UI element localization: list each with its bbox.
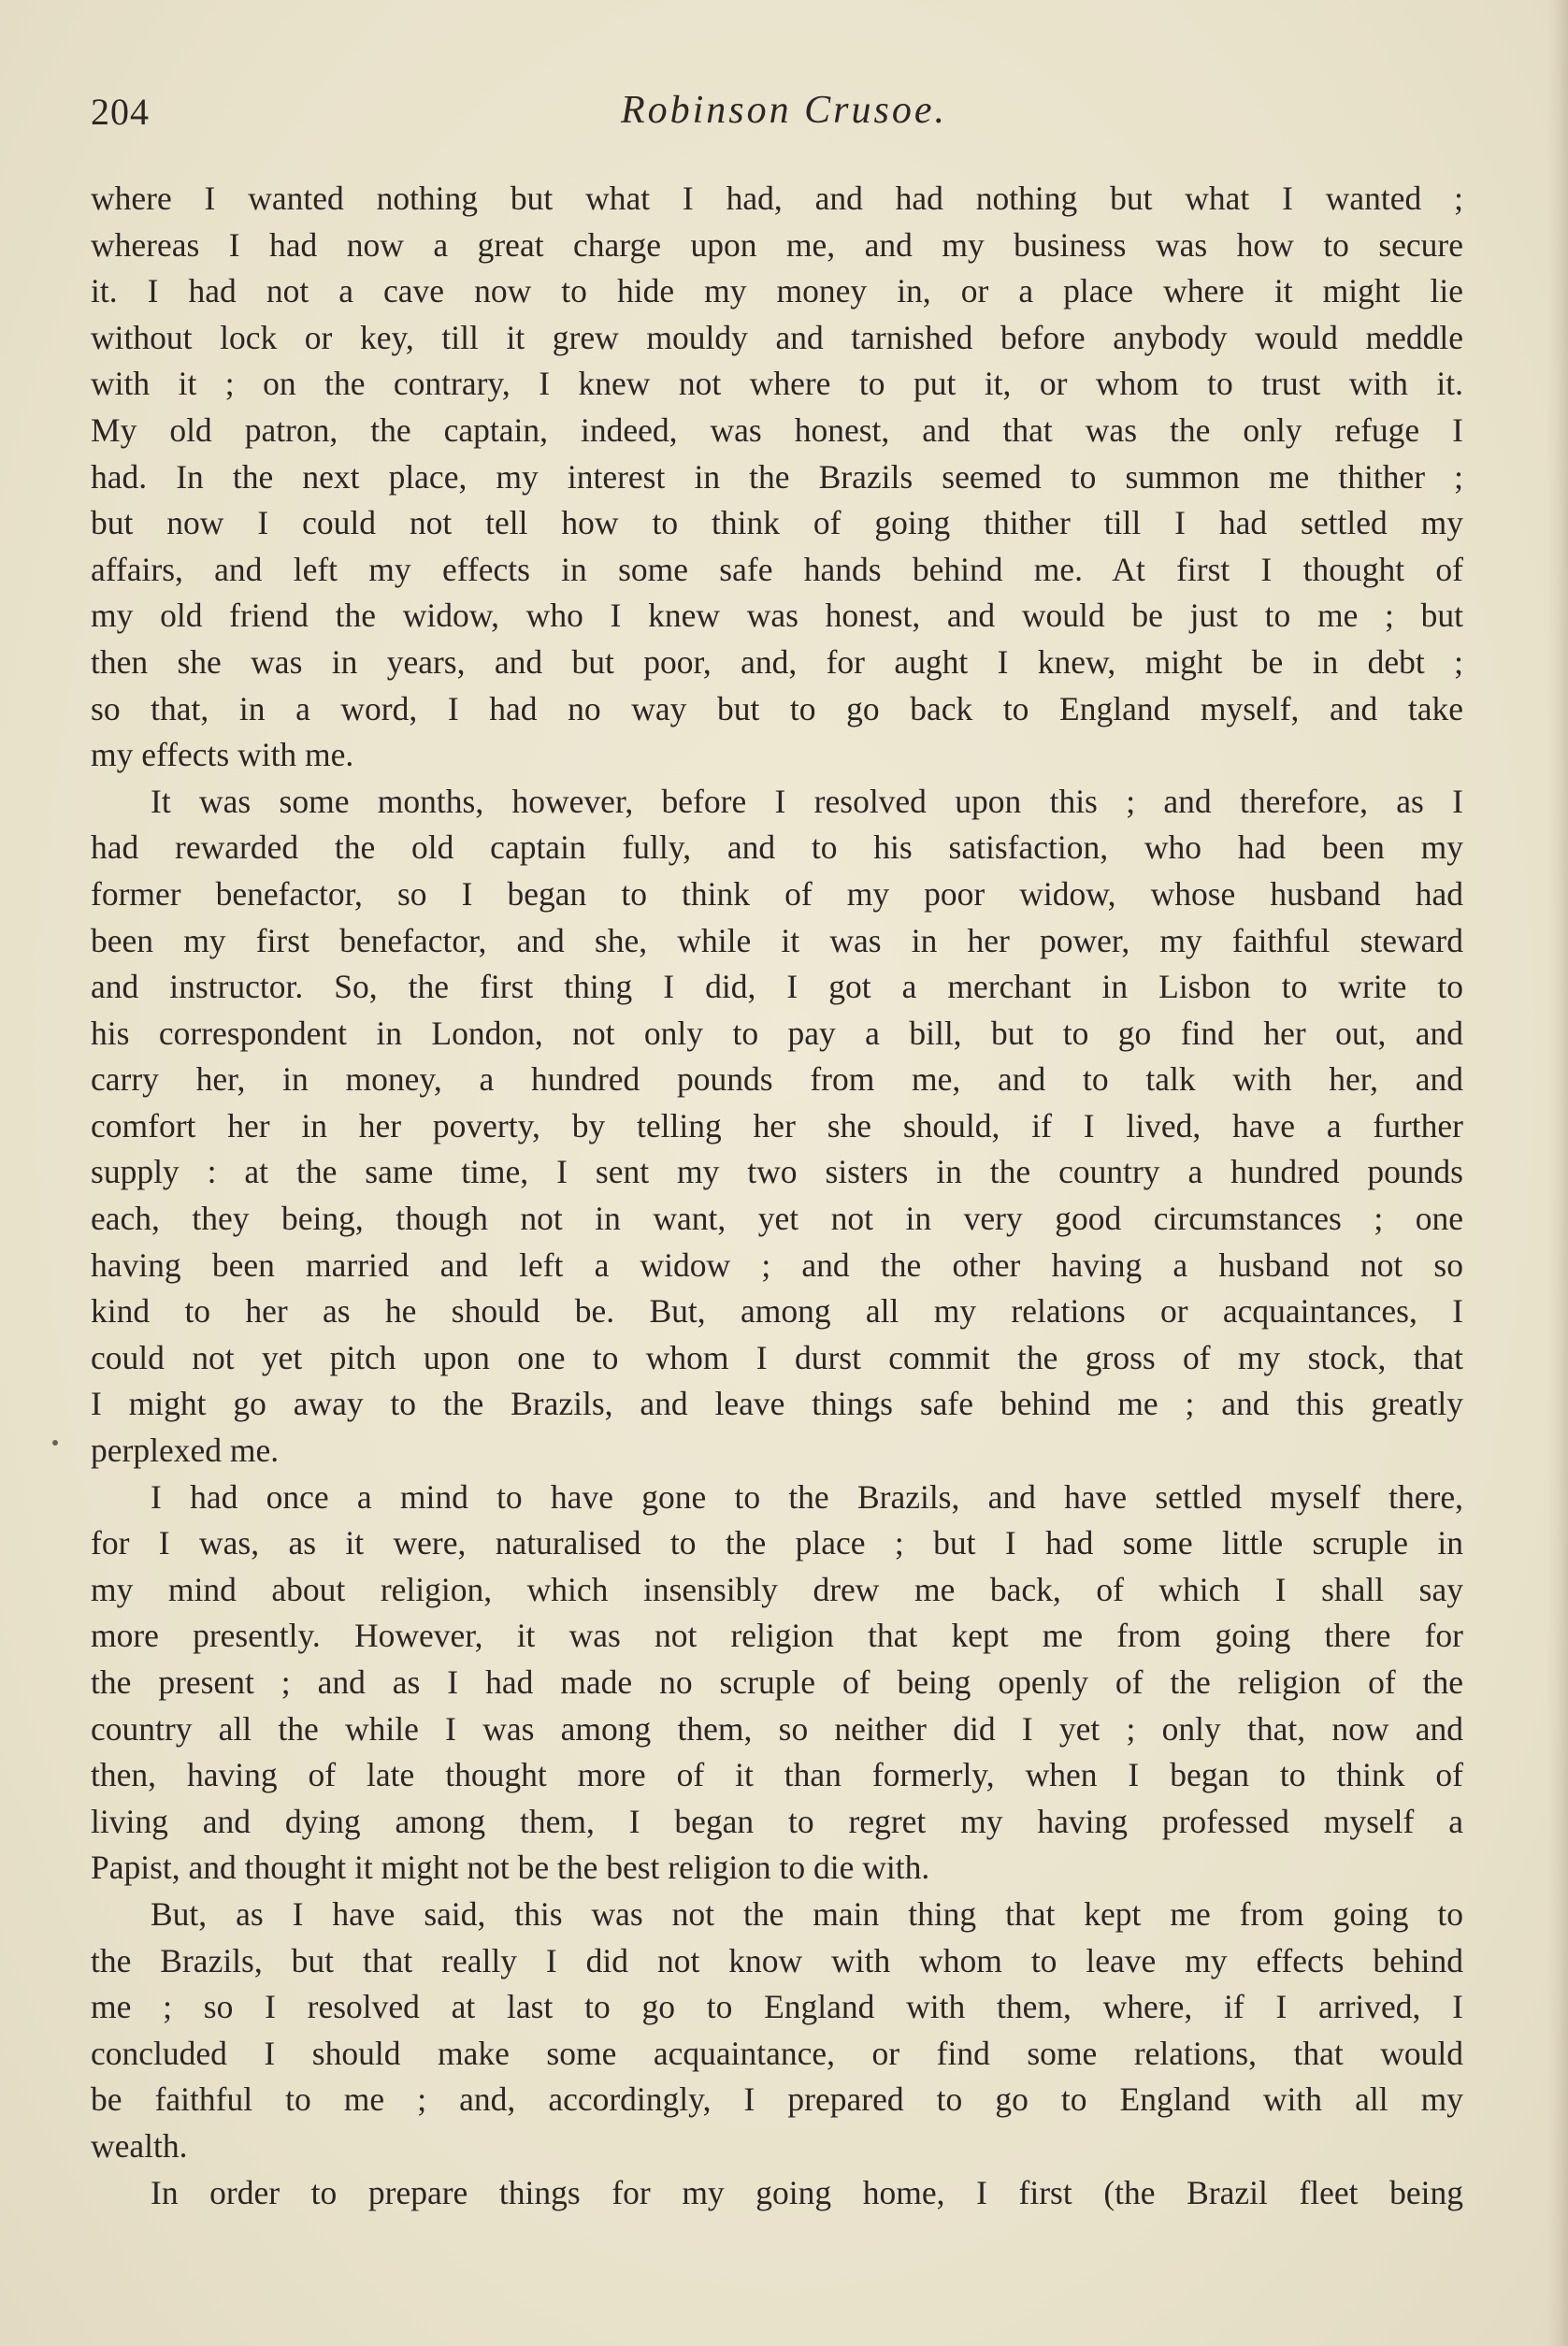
text-line: had. In the next place, my interest in the Brazils seemed to summon me thither ;: [91, 457, 1463, 496]
text-line: could not yet pitch upon one to whom I durst commit the gross of my stock, that: [91, 1338, 1463, 1376]
text-line: the present ; and as I had made no scruple of being openly of the religion of the: [91, 1663, 1463, 1701]
text-line: without lock or key, till it grew mouldy and tarnished before anybody would meddle: [91, 318, 1463, 356]
text-line: where I wanted nothing but what I had, and had nothing but what I wanted ;: [91, 180, 1463, 217]
paragraph-end-line: wealth.: [91, 2126, 188, 2165]
text-line: each, they being, though not in want, yet not in very good circumstances ; one: [91, 1200, 1463, 1238]
text-line: My old patron, the captain, indeed, was honest, and that was the only refuge I: [91, 410, 1463, 449]
text-line: supply : at the same time, I sent my two sisters in the country a hundred pounds: [91, 1153, 1463, 1191]
page-number: 204: [91, 91, 150, 133]
paragraph-end-line: my effects with me.: [91, 736, 354, 774]
text-line: his correspondent in London, not only to pay a bill, but to go find her out, and: [91, 1014, 1463, 1052]
text-line: me ; so I resolved at last to go to England with them, where, if I arrived, I: [91, 1988, 1463, 2026]
text-line: concluded I should make some acquaintance, or find some relations, that would: [91, 2034, 1463, 2072]
text-line: former benefactor, so I began to think of my poor widow, whose husband had: [91, 874, 1463, 913]
paragraph-start-line: But, as I have said, this was not the main thing that kept me from going to: [151, 1894, 1463, 1933]
text-line: my old friend the widow, who I knew was honest, and would be just to me ; but: [91, 597, 1463, 635]
text-line: my mind about religion, which insensibly drew me back, of which I shall say: [91, 1570, 1463, 1608]
stray-ink-dot: [52, 1440, 58, 1446]
text-line: had rewarded the old captain fully, and to his satisfaction, who had been my: [91, 828, 1463, 867]
text-line: I might go away to the Brazils, and leave things safe behind me ; and this greatly: [91, 1385, 1463, 1423]
text-line: and instructor. So, the first thing I did, I got a merchant in Lisbon to write to: [91, 968, 1463, 1006]
text-line: carry her, in money, a hundred pounds from me, and to talk with her, and: [91, 1060, 1463, 1099]
text-line: more presently. However, it was not religion that kept me from going there for: [91, 1617, 1463, 1655]
text-line: then, having of late thought more of it than formerly, when I began to think of: [91, 1756, 1463, 1794]
text-line: so that, in a word, I had no way but to go back to England myself, and take: [91, 689, 1463, 727]
text-line: but now I could not tell how to think of going thither till I had settled my: [91, 504, 1463, 542]
paragraph-start-line: I had once a mind to have gone to the Brazils, and have settled myself there,: [151, 1477, 1463, 1516]
text-line: living and dying among them, I began to regret my having professed myself a: [91, 1802, 1463, 1840]
text-line: been my first benefactor, and she, while it was in her power, my faithful steward: [91, 921, 1463, 959]
running-head: Robinson Crusoe.: [620, 89, 947, 132]
paragraph-end-line: Papist, and thought it might not be the best religion to die with.: [91, 1849, 930, 1887]
text-line: comfort her in her poverty, by telling her she should, if I lived, have a further: [91, 1106, 1463, 1144]
text-line: for I was, as it were, naturalised to the place ; but I had some little scruple in: [91, 1524, 1463, 1562]
body-text: [91, 176, 1463, 2216]
paragraph-start-line: In order to prepare things for my going home, I first (the Brazil fleet being: [151, 2173, 1463, 2211]
text-line: be faithful to me ; and, accordingly, I prepared to go to England with all my: [91, 2080, 1463, 2119]
page-edge-shadow: [1547, 0, 1568, 2346]
text-line: the Brazils, but that really I did not know with whom to leave my effects behind: [91, 1941, 1463, 1979]
text-line: affairs, and left my effects in some safe hands behind me. At first I thought of: [91, 550, 1463, 588]
text-line: kind to her as he should be. But, among all my relations or acquaintances, I: [91, 1292, 1463, 1331]
paragraph-start-line: It was some months, however, before I resolved upon this ; and therefore, as I: [151, 782, 1463, 820]
text-line: country all the while I was among them, so neither did I yet ; only that, now and: [91, 1709, 1463, 1748]
text-line: with it ; on the contrary, I knew not where to put it, or whom to trust with it.: [91, 365, 1463, 403]
text-line: having been married and left a widow ; and the other having a husband not so: [91, 1245, 1463, 1284]
paragraph-end-line: perplexed me.: [91, 1432, 280, 1470]
text-line: whereas I had now a great charge upon me, and my business was how to secure: [91, 225, 1463, 264]
text-line: it. I had not a cave now to hide my money in, or a place where it might lie: [91, 272, 1463, 310]
text-line: then she was in years, and but poor, and, for aught I knew, might be in debt ;: [91, 642, 1463, 681]
